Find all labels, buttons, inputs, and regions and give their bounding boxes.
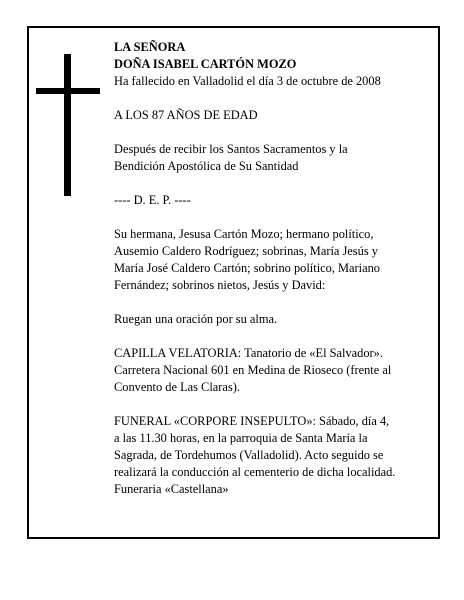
family-line: Su hermana, Jesusa Cartón Mozo; hermano político, [114, 227, 374, 241]
funeral-paragraph [114, 413, 434, 498]
funeral-line: realizará la conducción al cementerio de dicha localidad. [114, 465, 396, 479]
funeral-line: FUNERAL «CORPORE INSEPULTO»: Sábado, día 4, [114, 414, 390, 428]
sacraments-paragraph [114, 141, 434, 175]
death-note: Ha fallecido en Valladolid el día 3 de octubre de 2008 [114, 74, 381, 88]
chapel-line: Carretera Nacional 601 en Medina de Rioseco (frente al [114, 363, 392, 377]
age-line: A LOS 87 AÑOS DE EDAD [114, 108, 258, 122]
chapel-line: CAPILLA VELATORIA: Tanatorio de «El Salvador». [114, 346, 383, 360]
family-line: Fernández; sobrinos nietos, Jesús y David: [114, 278, 326, 292]
family-line: María José Caldero Cartón; sobrino político, Mariano [114, 261, 380, 275]
deceased-name: DOÑA ISABEL CARTÓN MOZO [114, 57, 297, 71]
cross-horizontal-bar [36, 88, 100, 94]
cross-icon [36, 54, 100, 196]
sacraments-line: Después de recibir los Santos Sacramentos y la [114, 142, 348, 156]
family-line: Ausemio Caldero Rodríguez; sobrinas, María Jesús y [114, 244, 378, 258]
funeral-line: a las 11.30 horas, en la parroquia de Santa María la [114, 431, 368, 445]
chapel-paragraph [114, 345, 434, 396]
heading-title: LA SEÑORA [114, 40, 186, 54]
rip-line: ---- D. E. P. ---- [114, 193, 191, 207]
cross-vertical-bar [64, 54, 71, 196]
family-paragraph [114, 226, 434, 294]
funeral-line: Sagrada, de Tordehumos (Valladolid). Acto seguido se [114, 448, 384, 462]
prayer-line: Ruegan una oración por su alma. [114, 312, 278, 326]
chapel-line: Convento de Las Claras). [114, 380, 240, 394]
sacraments-line: Bendición Apostólica de Su Santidad [114, 159, 299, 173]
funeral-line: Funeraria «Castellana» [114, 482, 229, 496]
obituary-text [114, 39, 434, 498]
